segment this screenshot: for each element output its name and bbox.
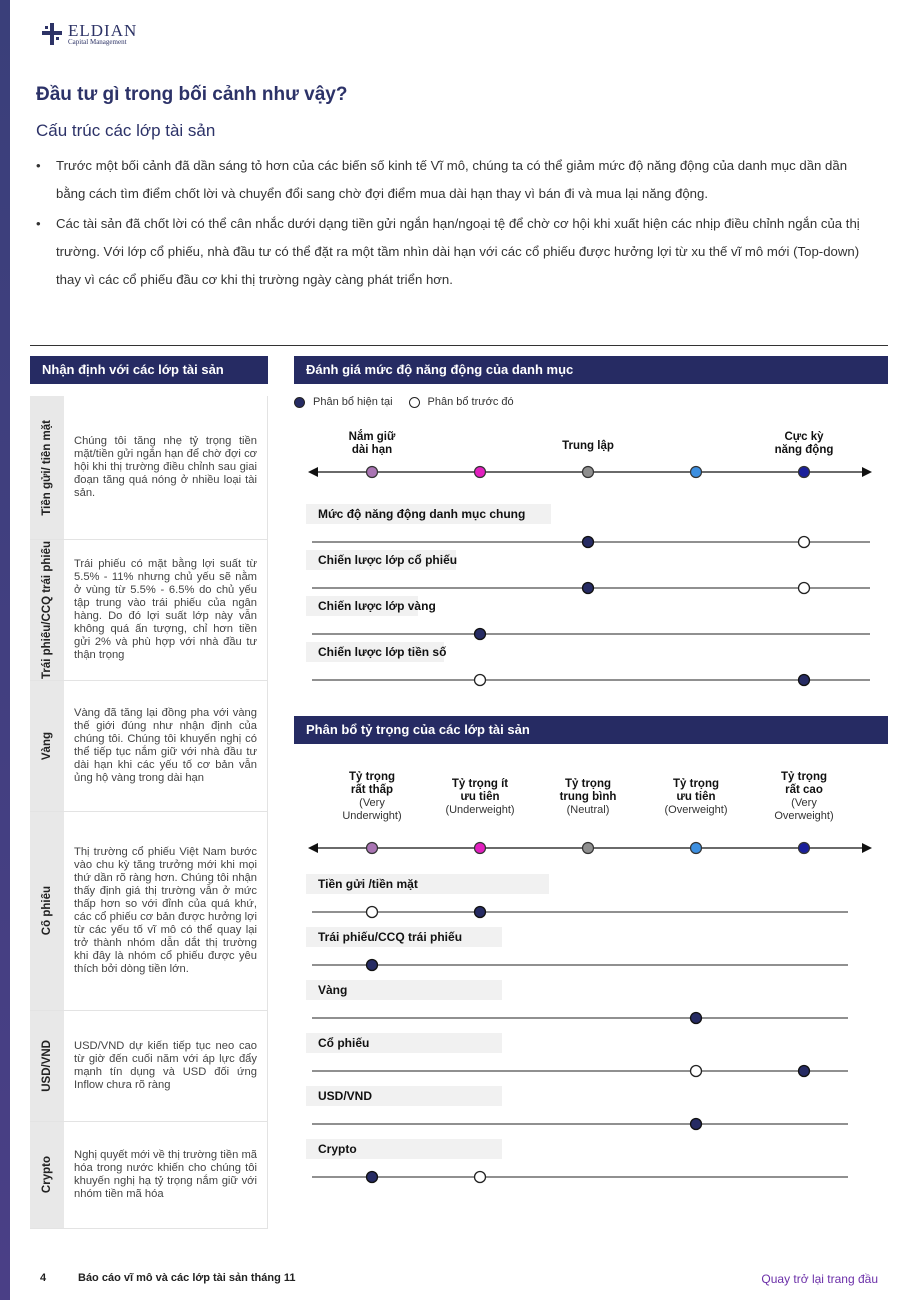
scale-label: rất cao [785,784,823,796]
dynamism-chart [294,420,888,695]
current-marker [475,907,486,918]
left-arrow-icon [308,467,318,477]
allocation-chart [294,760,888,1200]
row-label: USD/VND [30,1011,64,1121]
row-label: Trái phiếu/CCQ trái phiếu [30,540,64,680]
scale-point [583,843,594,854]
scale-label: Cực kỳ [784,431,824,443]
row-label: Vàng [30,681,64,811]
scale-label: ưu tiên [676,791,716,803]
page-title: Đầu tư gì trong bối cảnh như vậy? [36,84,348,105]
row-label: Chiến lược lớp tiền số [318,645,447,659]
previous-marker [799,583,810,594]
report-title: Báo cáo vĩ mô và các lớp tài sản tháng 11 [78,1272,296,1284]
bullet-item: • Trước một bối cảnh đã dần sáng tỏ hơn của các biến số kinh tế Vĩ mô, chúng ta có thể giảm mức độ năng động của danh mục dần dần bằng cách tìm điểm chốt lời và chuyển đổi sang chờ đợi điểm mua dài hạn thay vì bán đi và mua lại năng động. [36,152,878,208]
previous-marker [691,1066,702,1077]
left-accent-bar [0,0,10,1300]
scale-label: Tỷ trọng [673,778,719,790]
scale-point [691,843,702,854]
current-allocation-icon [294,397,305,408]
current-marker [367,960,378,971]
logo-name: ELDIAN [68,21,138,40]
section-divider [30,345,888,346]
scale-point [475,843,486,854]
scale-label: ưu tiên [460,791,500,803]
scale-label: Trung lập [562,440,614,452]
row-label: Chiến lược lớp vàng [318,599,436,613]
row-text: Chúng tôi tăng nhẹ tỷ trọng tiền mặt/tiền gửi ngắn hạn để chờ đợi cơ hội khi thị trường điều chỉnh sau giai đoạn tăng quá nóng ở nhiều loại tài sản. [64,396,268,539]
row-text: Thị trường cổ phiếu Việt Nam bước vào chu kỳ tăng trưởng mới khi mọi thứ dần rõ ràng hơn. Chúng tôi nhận thấy định giá thị trường vẫn ở mức thấp hơn so với đỉnh của quá khứ, các cổ phiếu cơ bản được hưởng lợi từ các yếu tố vĩ mô có thể quay lại trở thành nhóm dẫn dắt thị trường khi đây là nhóm cổ phiếu được yêu thích bởi dòng tiền lớn. [64,812,268,1010]
scale-label: Nắm giữ [348,431,396,443]
current-marker [583,537,594,548]
row-text: Trái phiếu có mặt bằng lợi suất từ 5.5% - 11% nhưng chủ yếu sẽ nằm ở vùng từ 5.5% - 6.5% do chủ yếu tập trung vào trái phiếu của ngân hàng. Do đó lợi suất lớp này vẫn không quá ấn tượng, chỉ hơn tiền gửi 2% và phù hợp với nhà đầu tư thận trọng [64,540,268,680]
current-marker [367,1172,378,1183]
allocation-panel-title: Phân bổ tỷ trọng của các lớp tài sản [294,716,888,744]
row-text: Nghị quyết mới về thị trường tiền mã hóa trong nước khiến cho chúng tôi khuyến nghị hạ tỷ trọng nắm giữ với nhóm tiền mã hóa [64,1122,268,1228]
left-panel-title: Nhận định với các lớp tài sản [30,356,268,384]
row-label: Chiến lược lớp cổ phiếu [318,553,458,567]
table-row [30,1122,268,1229]
scale-sublabel: Underwight) [342,810,402,822]
table-row [30,681,268,812]
logo-cross-icon [42,23,62,45]
scale-point [691,467,702,478]
table-row [30,1011,268,1122]
scale-point [799,467,810,478]
row-text: Vàng đã tăng lại đồng pha với vàng thế giới đúng như nhận định của chúng tôi. Chúng tôi khuyến nghị có thể tiếp tục nắm giữ với nhà đầu tư dài hạn khi các yếu tố cơ bản vẫn ủng hộ vàng trong dài hạn [64,681,268,811]
scale-sublabel: (Very [359,797,385,809]
row-label: Vàng [318,983,348,997]
row-label: Mức độ năng động danh mục chung [318,507,526,521]
scale-point [583,467,594,478]
scale-label: năng động [774,444,834,456]
scale-label: Tỷ trọng [349,771,395,783]
scale-sublabel: (Very [791,797,817,809]
row-label: USD/VND [318,1089,373,1103]
table-row [30,540,268,681]
table-row [30,812,268,1011]
current-marker [475,629,486,640]
previous-marker [475,1172,486,1183]
row-label: Cổ phiếu [30,812,64,1010]
scale-point [367,843,378,854]
logo-subtitle: Capital Management [68,38,127,46]
row-text: USD/VND dự kiến tiếp tục neo cao từ giờ đến cuối năm với áp lực đẩy mạnh tín dụng và USD đối ứng Inflow chưa rõ ràng [64,1011,268,1121]
legend [294,396,514,408]
previous-marker [799,537,810,548]
previous-marker [475,675,486,686]
table-row [30,396,268,540]
scale-sublabel: Overweight) [774,810,834,822]
bullet-item: • Các tài sản đã chốt lời có thể cân nhắc dưới dạng tiền gửi ngắn hạn/ngoại tệ để chờ cơ hội khi xuất hiện các nhịp điều chỉnh ngắn của thị trường. Với lớp cổ phiếu, nhà đầu tư có thể đặt ra một tầm nhìn dài hạn với các cổ phiếu được hưởng lợi từ xu thế vĩ mô mới (Top-down) thay vì các cổ phiếu đầu cơ khi thị trường ngày càng phát triển hơn. [36,210,878,294]
page-subtitle: Cấu trúc các lớp tài sản [36,121,216,140]
scale-sublabel: (Underweight) [445,804,515,816]
row-label: Crypto [30,1122,64,1228]
scale-point [799,843,810,854]
scale-label: Tỷ trọng ít [451,778,509,790]
scale-point [475,467,486,478]
scale-sublabel: (Overweight) [664,804,728,816]
right-arrow-icon [862,467,872,477]
current-marker [691,1013,702,1024]
dynamism-panel-title: Đánh giá mức độ năng động của danh mục [294,356,888,384]
right-arrow-icon [862,843,872,853]
back-to-top-link[interactable]: Quay trở lại trang đầu [761,1272,878,1286]
scale-label: rất thấp [350,784,394,796]
scale-label: Tỷ trọng [781,771,827,783]
previous-marker [367,907,378,918]
row-label: Trái phiếu/CCQ trái phiếu [318,930,463,944]
scale-sublabel: (Neutral) [566,804,610,816]
scale-label: Tỷ trọng [565,778,611,790]
row-label: Tiền gửi/ tiền mặt [30,396,64,539]
current-marker [583,583,594,594]
page-number: 4 [40,1272,47,1284]
row-label: Cổ phiếu [318,1036,370,1050]
row-label: Crypto [318,1142,357,1156]
scale-label: dài hạn [351,444,393,456]
scale-label: trung bình [559,791,617,803]
scale-point [367,467,378,478]
row-label: Tiền gửi /tiền mặt [318,877,418,891]
bullet-list [36,152,878,296]
current-marker [799,1066,810,1077]
legend-current-label: Phân bổ hiện tại [313,396,393,408]
logo [42,22,137,46]
previous-allocation-icon [409,397,420,408]
left-arrow-icon [308,843,318,853]
current-marker [691,1119,702,1130]
current-marker [799,675,810,686]
legend-previous-label: Phân bổ trước đó [427,396,514,408]
asset-view-table [30,396,268,1229]
